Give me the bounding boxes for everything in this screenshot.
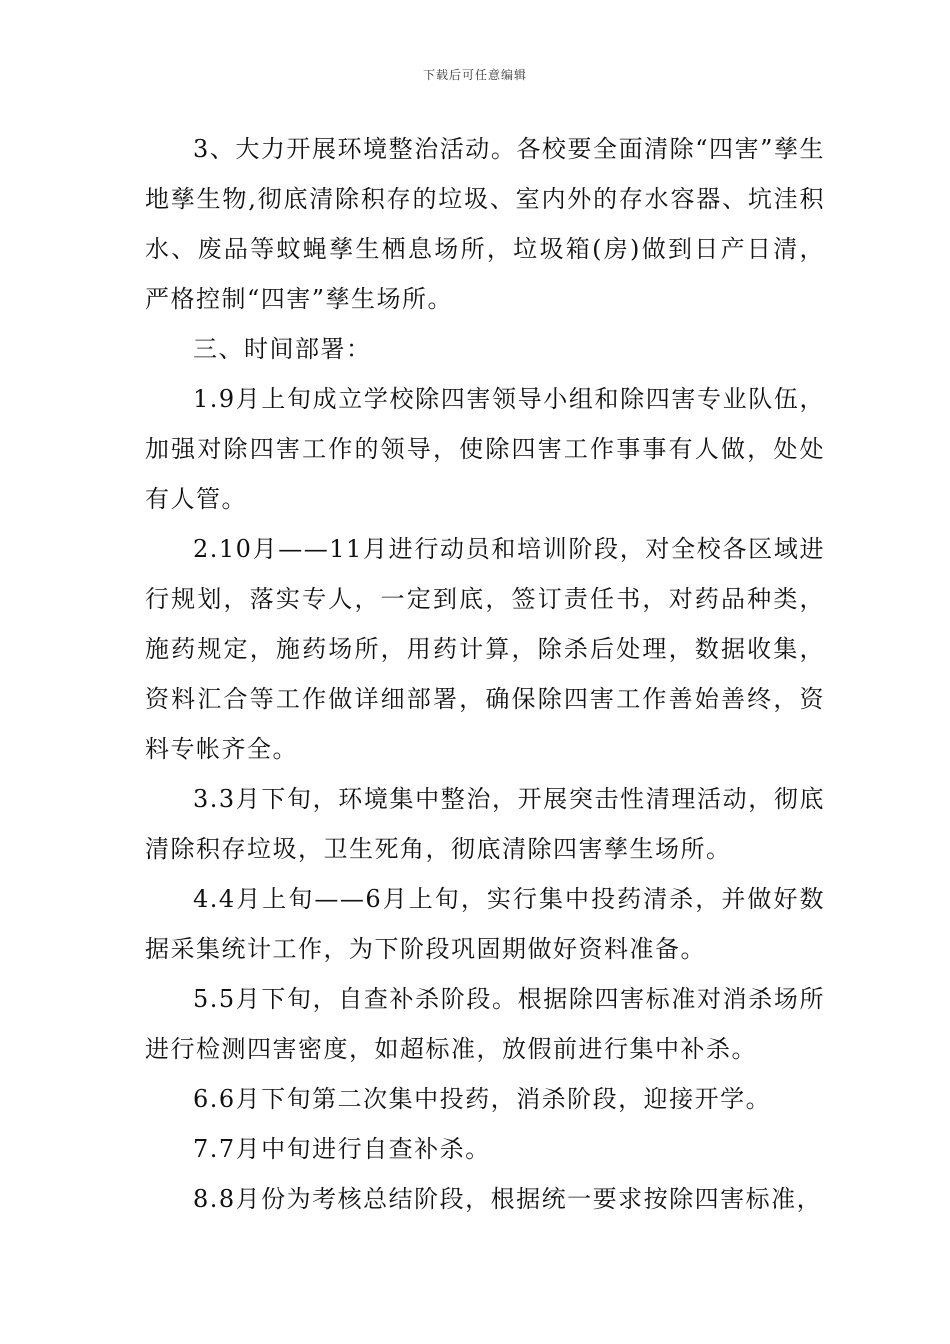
section-heading: 三、时间部署： (193, 335, 372, 363)
paragraph: 8.8月份为考核总结阶段，根据统一要求按除四害标准， (193, 1185, 823, 1213)
paragraph: 1.9月上旬成立学校除四害领导小组和除四害专业队伍，加强对除四害工作的领导，使除四害工作事事有人做，处处有人管。 (145, 385, 825, 513)
paragraph: 6.6月下旬第二次集中投药，消杀阶段，迎接开学。 (193, 1085, 772, 1113)
paragraph: 3、大力开展环境整治活动。各校要全面清除“四害”孳生地孳生物,彻底清除积存的垃圾、室内外的存水容器、坑洼积水、废品等蚊蝇孳生栖息场所，垃圾箱(房)做到日产日清，严格控制“四害”孳生场所。 (145, 135, 825, 313)
paragraph: 5.5月下旬，自查补杀阶段。根据除四害标准对消杀场所进行检测四害密度，如超标准，放假前进行集中补杀。 (145, 985, 825, 1063)
paragraph: 3.3月下旬，环境集中整治，开展突击性清理活动，彻底清除积存垃圾，卫生死角，彻底清除四害孳生场所。 (145, 785, 825, 863)
paragraph: 7.7月中旬进行自查补杀。 (193, 1135, 491, 1163)
paragraph: 2.10月——11月进行动员和培训阶段，对全校各区域进行规划，落实专人，一定到底，签订责任书，对药品种类，施药规定，施药场所，用药计算，除杀后处理，数据收集，资料汇合等工作做详细部署，确保除四害工作善始善终，资料专帐齐全。 (145, 535, 825, 763)
document-body (145, 124, 825, 1224)
paragraph: 4.4月上旬——6月上旬，实行集中投药清杀，并做好数据采集统计工作，为下阶段巩固期做好资料准备。 (145, 885, 825, 963)
page-header: 下载后可任意编辑 (422, 68, 527, 82)
